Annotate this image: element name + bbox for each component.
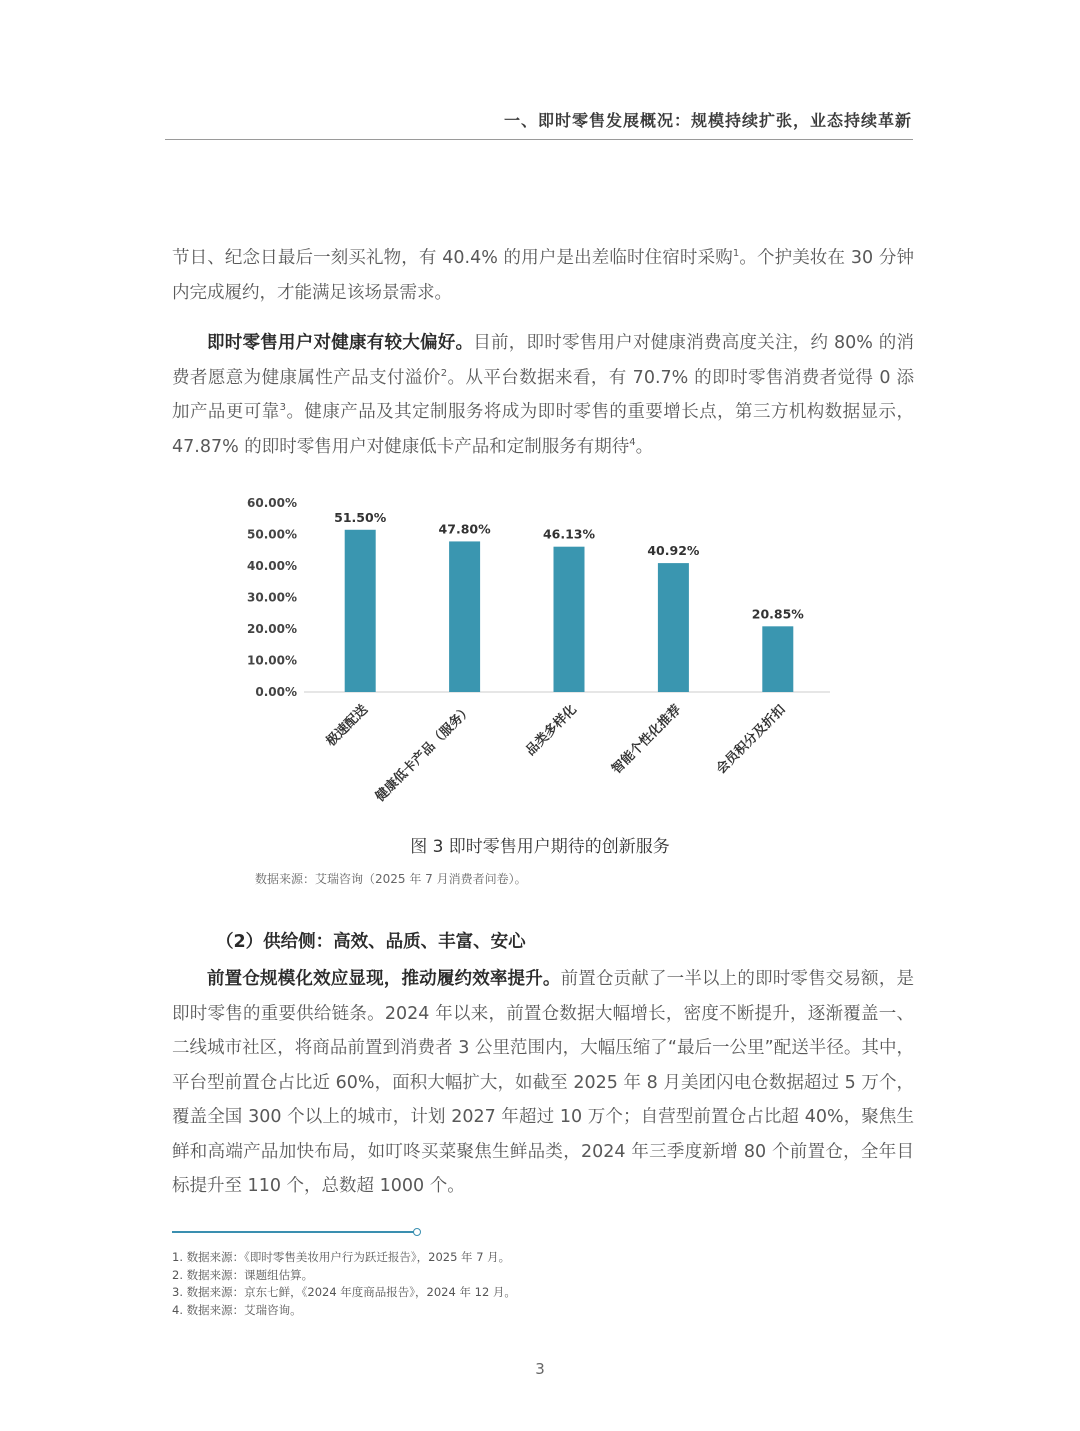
section-heading: （2）供给侧：高效、品质、丰富、安心 [216,932,526,952]
bar [449,541,480,692]
footnote-1: 1. 数据来源：《即时零售美妆用户行为跃迁报告》，2025 年 7 月。 [172,1250,511,1264]
figure-source: 数据来源：艾瑞咨询（2025 年 7 月消费者问卷）。 [255,872,527,886]
figure-caption: 图 3 即时零售用户期待的创新服务 [410,837,670,857]
footnote-ref-1[interactable]: 1 [732,248,740,260]
bar-value-label: 40.92% [647,543,700,559]
footnote-2: 2. 数据来源：课题组估算。 [172,1267,314,1282]
y-tick-label: 20.00% [247,622,297,636]
paragraph-1-text-b: 。个护美妆在 30 分钟内完成履约，才能满足该场景需求。 [172,248,914,303]
footnotes [172,1249,516,1319]
bar [762,626,793,692]
bar-value-label: 46.13% [542,526,596,542]
paragraph-2-text-c: 。健康产品及其定制服务将成为即时零售的重要增长点，第三方机构数据显示，47.87% 的即时零售用户对健康低卡产品和定制服务有期待 [172,402,915,457]
y-tick-label: 0.00% [255,685,297,699]
paragraph-1 [172,241,914,310]
y-tick-label: 40.00% [247,559,297,573]
paragraph-2-text-b: 。从平台数据来看，有 70.7% 的即时零售消费者觉得 0 添加产品更可靠 [172,367,915,422]
bar-value-label: 51.50% [334,509,387,525]
bar [658,563,689,692]
footnote-divider [172,1231,416,1233]
bar-chart-svg [240,488,840,828]
footnote-ref-2[interactable]: 2 [440,367,448,379]
x-category-label: 品类多样化 [523,702,580,759]
page-number: 3 [535,1360,545,1378]
bar-chart [240,488,840,828]
y-tick-label: 60.00% [247,496,297,510]
bar-value-label: 47.80% [438,521,491,537]
paragraph-3-text: 前置仓贡献了一半以上的即时零售交易额，是即时零售的重要供给链条。2024 年以来，前置仓数据大幅增长，密度不断提升，逐渐覆盖一、二线城市社区，将商品前置到消费者 3 公里范围内，大幅压缩了“最后一公里”配送半径。其中，平台型前置仓占比近 60%，面积大幅扩大，如截至 2025 年 8 月美团闪电仓数据超过 5 万个，覆盖全国 300 个以上的城市，计划 2027 年超过 10 万个；自营型前置仓占比超 40%，聚焦生鲜和高端产品加快布局，如叮咚买菜聚焦生鲜品类，2024 年三季度新增 80 个前置仓，全年目标提升至 110 个，总数超 1000 个。 [172,969,915,1196]
paragraph-2-lead: 即时零售用户对健康有较大偏好。 [207,333,474,353]
running-header-title: 一、即时零售发展概况：规模持续扩张，业态持续革新 [503,111,912,130]
y-tick-label: 10.00% [247,653,297,668]
footnote-4: 4. 数据来源：艾瑞咨询。 [172,1302,302,1317]
y-tick-label: 30.00% [247,590,297,605]
bar-value-label: 20.85% [751,606,804,622]
bar [345,530,376,692]
x-category-label: 智能个性化推荐 [609,702,685,778]
paragraph-3 [172,962,914,1204]
paragraph-2-text-d: 。 [635,436,654,457]
x-category-label: 极速配送 [323,702,372,750]
bar [554,547,585,692]
header-divider [165,139,913,140]
footnote-ref-3[interactable]: 3 [279,402,287,414]
paragraph-2-text-a: 目前，即时零售用户对健康消费高度关注，约 80% 的消费者愿意为健康属性产品支付溢价 [172,333,915,388]
footnote-ref-4[interactable]: 4 [629,436,636,448]
x-category-label: 健康低卡产品（服务） [372,702,476,805]
footnote-3: 3. 数据来源：京东七鲜，《2024 年度商品报告》，2024 年 12 月。 [172,1285,516,1299]
paragraph-3-lead: 前置仓规模化效应显现，推动履约效率提升。 [207,969,561,989]
y-tick-label: 50.00% [247,527,297,542]
paragraph-1-text-a: 节日、纪念日最后一刻买礼物，有 40.4% 的用户是出差临时住宿时采购 [172,248,733,268]
footnote-divider-dot [413,1228,421,1236]
paragraph-2 [172,326,914,464]
x-category-label: 会员积分及折扣 [713,702,789,778]
